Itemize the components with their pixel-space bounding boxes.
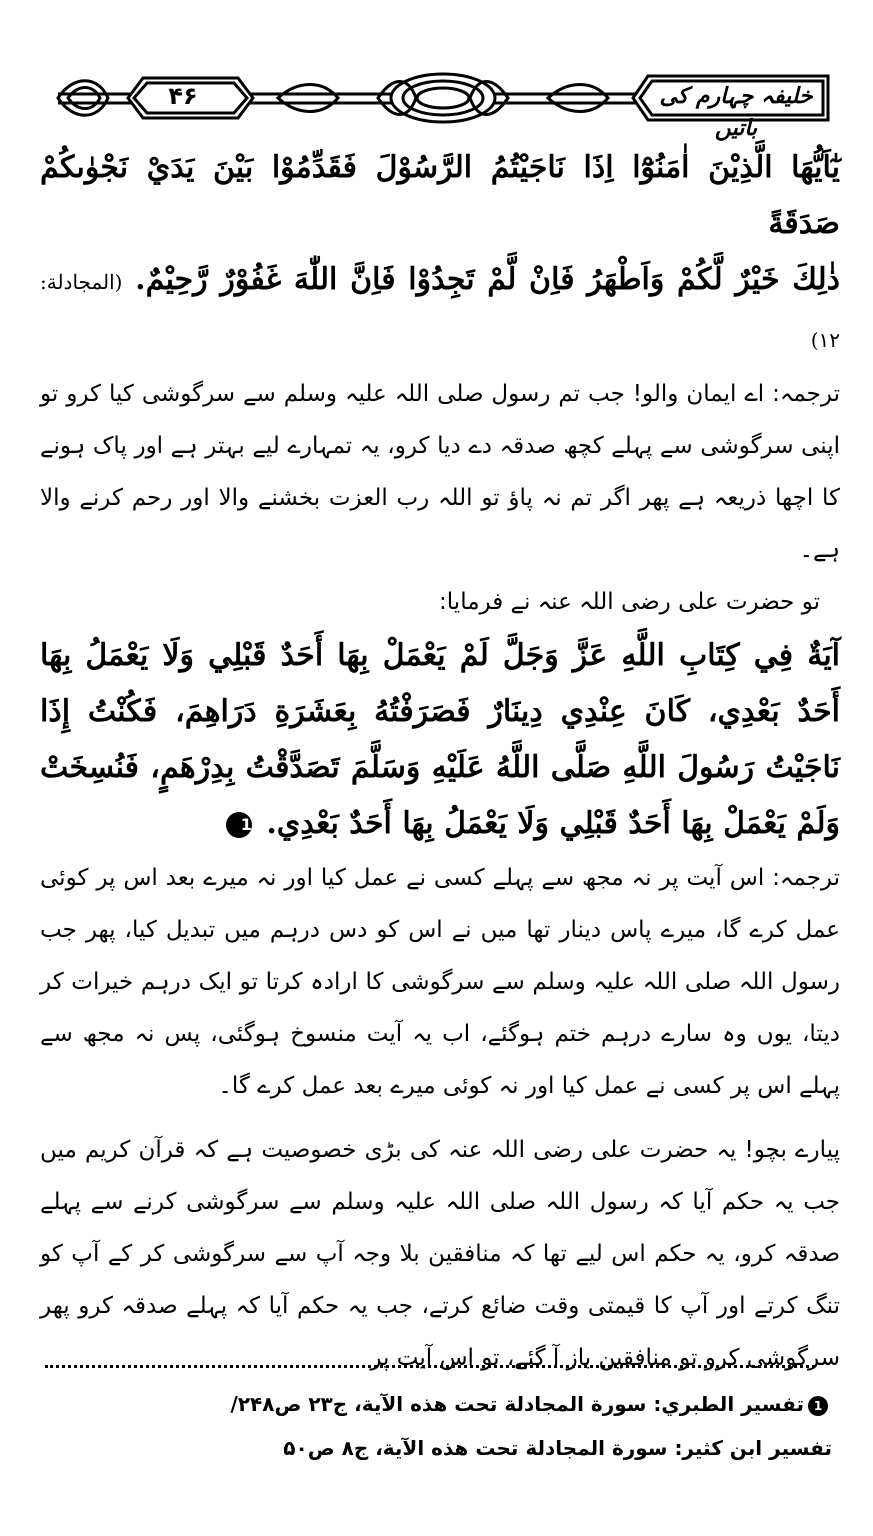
running-title: خلیفہ چہارم کی باتیں [659, 84, 813, 141]
footnote-number: 1 [808, 1396, 828, 1416]
footnote-separator [45, 1365, 815, 1368]
footnotes [40, 1382, 840, 1470]
hadith-translation: ترجمہ: اس آیت پر نہ مجھ سے پہلے کسی نے عمل کیا اور نہ میرے بعد اس پر کوئی عمل کرے گا، میرے پاس دینار تھا میں نے اس کو دس درہم میں تبدیل کیا، پھر جب رسول اللہ صلی اللہ علیہ وسلم سے سرگوشی کا ارادہ کرتا تو ایک درہم خیرات کر دیتا، یوں وہ سارے درہم ختم ہوگئے، اب یہ آیت منسوخ ہوگئی، پس نہ مجھ سے پہلے اس پر کسی نے عمل کیا اور نہ کوئی میرے بعد عمل کرے گا۔ [40, 865, 840, 1099]
page-body [40, 140, 840, 1384]
intro-line: تو حضرت علی رضی اللہ عنہ نے فرمایا: [439, 589, 820, 615]
footnote-text-1: تفسير الطبري: سورة المجادلة تحت هذه الآية، ج۲۳ ص۲۴۸/ [230, 1392, 804, 1416]
verse-reference: (المجادلة: ۱۲) [40, 270, 840, 352]
footnote-2 [40, 1426, 840, 1470]
quran-verse-text: ذٰلِكَ خَيْرٌ لَّكُمْ وَاَطْهَرُ فَاِنْ لَّمْ تَجِدُوْا فَاِنَّ اللّٰهَ غَفُوْرٌ رَّحِيْمٌ. [135, 262, 840, 297]
page-number: ۴۶ [168, 82, 198, 110]
footnote-marker: 1 [226, 812, 252, 838]
page-header [48, 70, 838, 141]
hadith-text: آيَةٌ فِي كِتَابِ اللَّهِ عَزَّ وَجَلَّ لَمْ يَعْمَلْ بِهَا أَحَدٌ قَبْلِي وَلَا يَعْمَلُ بِهَا أَحَدٌ بَعْدِي، كَانَ عِنْدِي دِينَارٌ فَصَرَفْتُهُ بِعَشَرَةِ دَرَاهِمَ، فَكُنْتُ إِذَا نَاجَيْتُ رَسُولَ اللَّهِ صَلَّى اللَّهُ عَلَيْهِ وَسَلَّمَ تَصَدَّقْتُ بِدِرْهَمٍ، فَنُسِخَتْ وَلَمْ يَعْمَلْ بِهَا أَحَدٌ قَبْلِي وَلَا يَعْمَلُ بِهَا أَحَدٌ بَعْدِي. [40, 638, 840, 841]
commentary-paragraph: پیارے بچو! یہ حضرت علی رضی اللہ عنہ کی بڑی خصوصیت ہے کہ قرآن کریم میں جب یہ حکم آیا کہ رسول اللہ صلی اللہ علیہ وسلم سے سرگوشی کرنے سے پہلے صدقہ کرو، یہ حکم اس لیے تھا کہ منافقین بلا وجہ آپ سے سرگوشی کر کے آپ کو تنگ کرتے اور آپ کا قیمتی وقت ضائع کرتے، جب یہ حکم آیا کہ پہلے صدقہ کرو پھر سرگوشی کرو تو منافقین باز آ گئے، تو اس آیت پر [40, 1137, 840, 1371]
footnote-1 [40, 1382, 840, 1426]
quran-verse-line-1: يٰٓاَيُّهَا الَّذِيْنَ اٰمَنُوْٓا اِذَا نَاجَيْتُمُ الرَّسُوْلَ فَقَدِّمُوْا بَيْنَ يَدَيْ نَجْوٰىكُمْ صَدَقَةً [40, 150, 840, 241]
footnote-text-2: تفسير ابن كثير: سورة المجادلة تحت هذه الآية، ج۸ ص۵۰ [283, 1436, 832, 1460]
hadith-arabic [40, 628, 840, 852]
verse-translation: ترجمہ: اے ایمان والو! جب تم رسول صلی اللہ علیہ وسلم سے سرگوشی کیا کرو تو اپنی سرگوشی سے پہلے کچھ صدقہ دے دیا کرو، یہ تمہارے لیے بہتر ہے اور پاک ہونے کا اچھا ذریعہ ہے پھر اگر تم نہ پاؤ تو اللہ رب العزت بخشنے والا اور رحم کرنے والا ہے۔ [40, 381, 840, 563]
quran-verse-line-2 [40, 252, 840, 368]
